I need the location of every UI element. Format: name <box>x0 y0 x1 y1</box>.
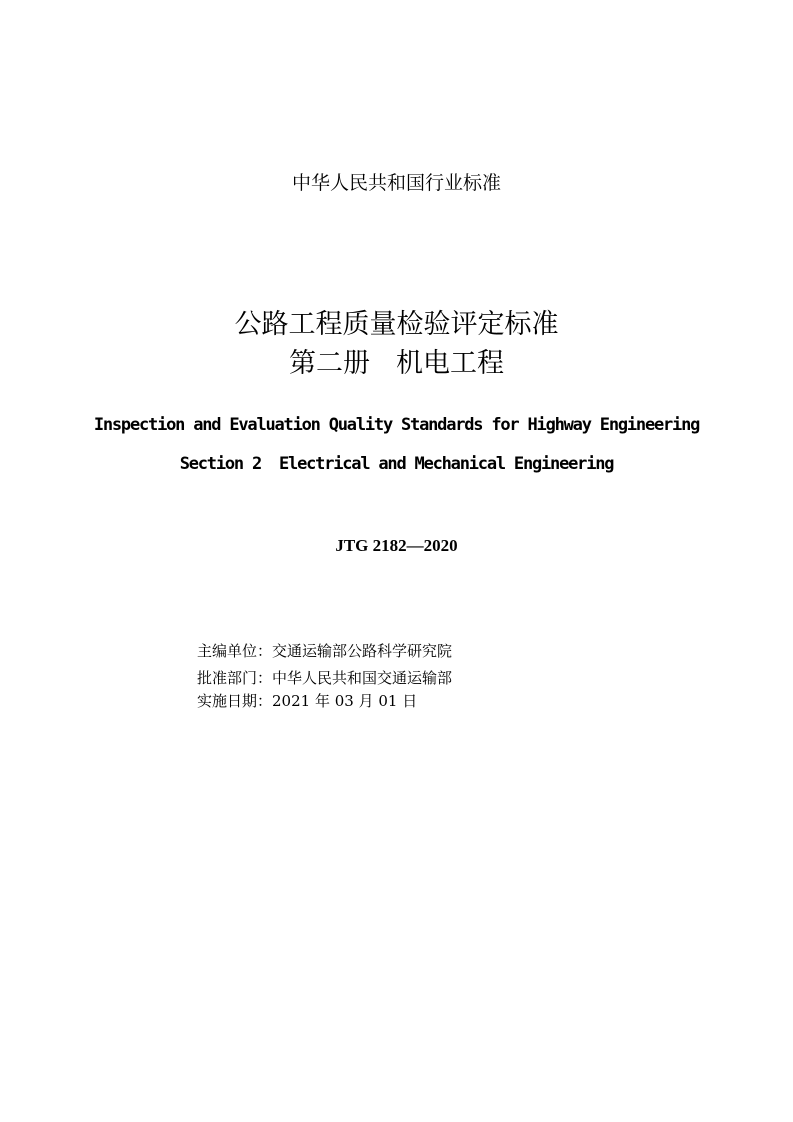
subtitle-chinese-section: 第二册 <box>289 348 370 379</box>
subtitle-chinese-name: 机电工程 <box>396 348 504 379</box>
info-approver-row <box>197 667 452 689</box>
info-date-value: 2021 年 03 月 01 日 <box>272 692 418 710</box>
info-date-row <box>197 690 417 712</box>
subtitle-english <box>0 452 793 476</box>
info-date-label: 实施日期： <box>197 692 273 710</box>
info-approver-label: 批准部门： <box>197 669 273 687</box>
info-editor-row <box>197 640 452 662</box>
standard-category: 中华人民共和国行业标准 <box>291 172 501 194</box>
info-editor-label: 主编单位： <box>197 642 273 660</box>
title-english: Inspection and Evaluation Quality Standards for Highway Engineering <box>93 415 700 435</box>
subtitle-english-name: Electrical and Mechanical Engineering <box>279 454 614 474</box>
title-chinese: 公路工程质量检验评定标准 <box>234 309 559 340</box>
standard-code: JTG 2182—2020 <box>335 536 458 555</box>
info-approver-value: 中华人民共和国交通运输部 <box>272 669 453 687</box>
subtitle-english-section: Section 2 <box>179 454 262 474</box>
info-editor-value: 交通运输部公路科学研究院 <box>272 642 453 660</box>
subtitle-chinese <box>0 346 793 382</box>
